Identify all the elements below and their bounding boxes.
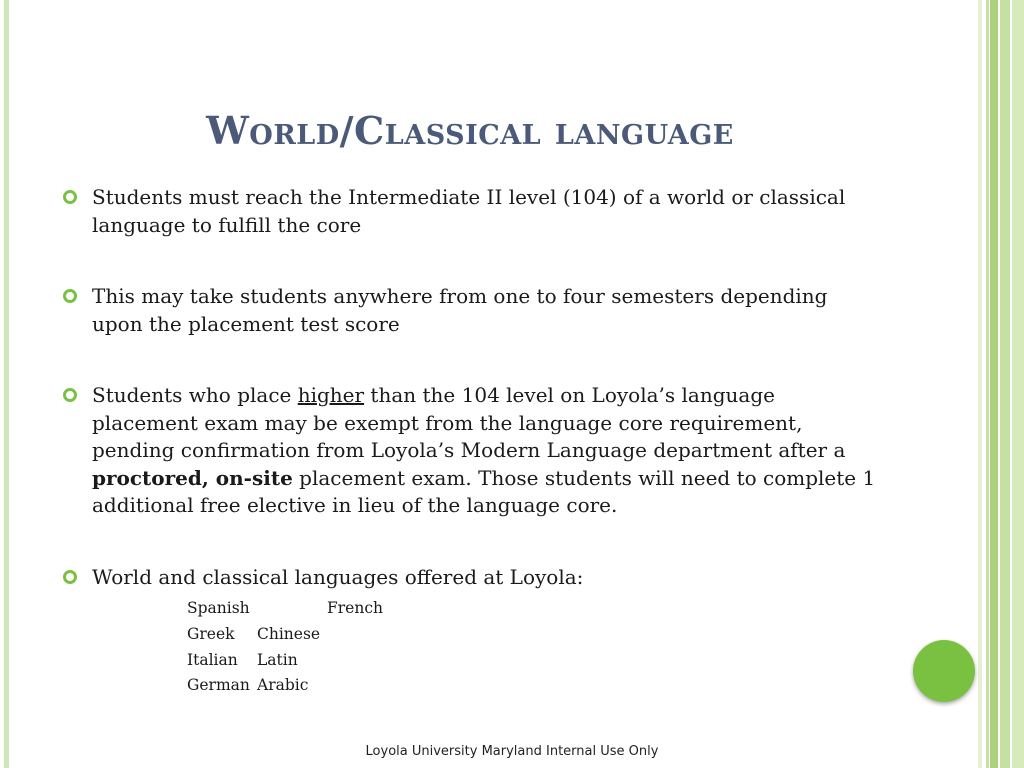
bullet-item bbox=[60, 283, 880, 338]
slide-title: World/Classical language bbox=[206, 108, 734, 153]
language-name: German bbox=[187, 676, 250, 695]
bullet-ring-icon bbox=[63, 570, 77, 584]
bullet-text: Students must reach the Intermediate II level (104) of a world or classical language to fulfill the core bbox=[92, 185, 846, 237]
language-row bbox=[187, 673, 383, 699]
bullet-ring-icon bbox=[63, 190, 77, 204]
right-decorative-band bbox=[1012, 0, 1024, 768]
bullet-ring-icon bbox=[63, 289, 77, 303]
right-decorative-band bbox=[990, 0, 998, 768]
language-name: Spanish bbox=[187, 599, 250, 617]
emphasis-bold: proctored, on-site bbox=[92, 465, 293, 490]
language-name: French bbox=[327, 599, 383, 617]
decorative-circle bbox=[913, 640, 975, 702]
bullet-item bbox=[60, 564, 880, 592]
bullet-ring-icon bbox=[63, 388, 77, 402]
bullet-list bbox=[60, 184, 880, 591]
bullet-item bbox=[60, 382, 880, 520]
language-row bbox=[187, 596, 383, 622]
right-decorative-band bbox=[978, 0, 982, 768]
bullet-text-part: Students who place bbox=[92, 383, 298, 407]
bullet-text: This may take students anywhere from one to four semesters depending upon the placement test score bbox=[92, 284, 828, 336]
language-list bbox=[187, 596, 383, 699]
bullet-text: World and classical languages offered at Loyola: bbox=[92, 564, 584, 589]
bullet-text-part: than the 104 level on Loyola’s language placement exam may be exempt from the language core requirement, pending confirmation from Loyola’s Modern Language department after a bbox=[92, 383, 846, 462]
footer-text: Loyola University Maryland Internal Use Only bbox=[365, 744, 659, 759]
bullet-item bbox=[60, 184, 880, 239]
language-name: Latin bbox=[257, 650, 298, 669]
emphasis-underline: higher bbox=[297, 383, 365, 407]
right-decorative-band bbox=[1000, 0, 1010, 768]
language-row bbox=[187, 622, 383, 648]
language-name: Italian bbox=[187, 650, 238, 669]
bullet-text-part: placement exam. Those students will need to complete 1 additional free elective in lieu of the language core. bbox=[92, 465, 876, 517]
language-name: Greek bbox=[187, 624, 235, 643]
right-decorative-band bbox=[986, 0, 989, 768]
language-name: Chinese bbox=[257, 624, 321, 643]
language-row bbox=[187, 648, 383, 674]
language-name: Arabic bbox=[257, 676, 309, 695]
